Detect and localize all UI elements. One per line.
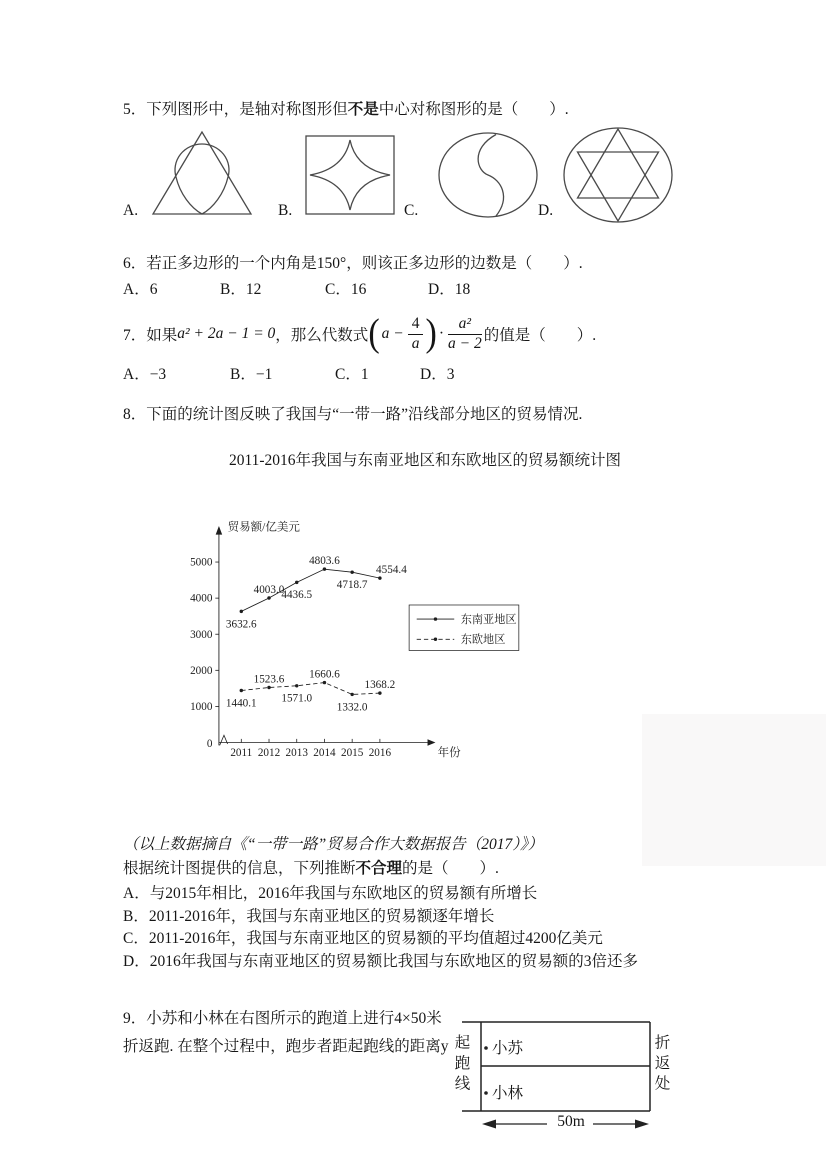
- svg-text:年份: 年份: [437, 747, 461, 760]
- question-9-line1: 9．小苏和小林在右图所示的跑道上进行4×50米: [123, 1010, 442, 1027]
- question-5-text: [123, 97, 569, 119]
- svg-text:4554.4: 4554.4: [376, 564, 407, 577]
- q7-frac2-den: a − 2: [447, 334, 482, 352]
- shape-d-circle-with-hexagram-icon: [561, 126, 675, 224]
- svg-text:2012: 2012: [257, 747, 281, 760]
- scan-artifact-block: [642, 714, 826, 866]
- track-runner-bottom-label: 小林: [492, 1085, 524, 1102]
- q7-paren-close: ): [425, 312, 437, 355]
- svg-text:1332.0: 1332.0: [336, 701, 368, 714]
- svg-text:东欧地区: 东欧地区: [460, 634, 506, 647]
- q8-option-d: D．2016年我国与东南亚地区的贸易额比我国与东欧地区的贸易额的3倍还多: [123, 953, 638, 970]
- svg-text:4436.5: 4436.5: [281, 589, 313, 602]
- chart-title: 2011-2016年我国与东南亚地区和东欧地区的贸易额统计图: [228, 452, 622, 469]
- svg-text:2016: 2016: [368, 747, 392, 760]
- q5-suffix: 中心对称图形的是（ ）.: [378, 101, 569, 118]
- svg-text:1000: 1000: [190, 701, 213, 714]
- svg-text:5000: 5000: [190, 556, 213, 569]
- q6-option-d: D．18: [428, 281, 471, 298]
- q8-q-suffix: 的是（ ）.: [402, 860, 499, 877]
- svg-text:3632.6: 3632.6: [225, 618, 257, 631]
- q7-option-d: D．3: [420, 366, 455, 383]
- svg-text:4000: 4000: [190, 592, 213, 605]
- question-8-intro: 8．下面的统计图反映了我国与“一带一路”沿线部分地区的贸易情况.: [123, 406, 583, 423]
- shape-c-circle-with-s-curve-icon: [436, 131, 540, 219]
- svg-text:2000: 2000: [190, 664, 213, 677]
- q6-option-c: C．16: [325, 281, 367, 298]
- svg-text:东南亚地区: 东南亚地区: [460, 614, 517, 627]
- q5-option-label-c: C.: [404, 202, 419, 219]
- svg-text:3000: 3000: [190, 628, 213, 641]
- trade-line-chart: [185, 465, 665, 815]
- question-7-formula: [123, 311, 596, 357]
- q7-inner-pre: a −: [381, 325, 404, 342]
- svg-text:2011: 2011: [230, 747, 253, 760]
- q8-bold-term: 不合理: [355, 860, 403, 877]
- q6-option-a: A．6: [123, 281, 158, 298]
- q5-bold-term: 不是: [347, 101, 379, 118]
- q7-equation: a² + 2a − 1 = 0: [177, 325, 276, 342]
- track-start-line-label: 起跑线: [452, 1034, 470, 1096]
- svg-text:贸易额/亿美元: 贸易额/亿美元: [227, 521, 300, 534]
- q7-frac1-den: a: [411, 334, 420, 352]
- svg-text:1523.6: 1523.6: [253, 673, 285, 686]
- svg-text:2013: 2013: [285, 747, 308, 760]
- track-runner-top-label: 小苏: [492, 1040, 524, 1057]
- q6-option-b: B．12: [220, 281, 262, 298]
- q5-prefix: 5．下列图形中，是轴对称图形但: [123, 101, 348, 118]
- track-turn-point-label: 折返处: [652, 1034, 670, 1096]
- q5-option-label-d: D.: [538, 202, 554, 219]
- q7-fraction-2: [448, 316, 482, 352]
- q5-option-label-b: B.: [278, 202, 293, 219]
- q8-q-prefix: 根据统计图提供的信息，下列推断: [123, 860, 356, 877]
- chart-legend: [409, 605, 519, 650]
- svg-text:1660.6: 1660.6: [309, 668, 340, 681]
- svg-text:2014: 2014: [313, 747, 336, 760]
- q7-paren-open: (: [368, 312, 380, 355]
- svg-text:0: 0: [206, 737, 213, 750]
- question-6-text: 6．若正多边形的一个内角是150°，则该正多边形的边数是（ ）.: [123, 255, 583, 272]
- q7-frac2-num: a²: [448, 316, 482, 334]
- q8-option-b: B．2011-2016年，我国与东南亚地区的贸易额逐年增长: [123, 908, 495, 925]
- q7-cdot: ·: [438, 325, 444, 342]
- shape-a-triangle-with-inscribed-circle-icon: [145, 128, 259, 218]
- svg-text:1440.1: 1440.1: [225, 697, 257, 710]
- svg-text:2015: 2015: [340, 747, 364, 760]
- svg-text:4803.6: 4803.6: [309, 555, 340, 568]
- chart-series-1: [226, 669, 395, 714]
- q5-option-label-a: A.: [123, 202, 139, 219]
- q7-p1: 7．如果: [123, 327, 178, 344]
- shape-b-square-with-four-point-star-icon: [303, 133, 397, 217]
- svg-text:4003.0: 4003.0: [253, 583, 285, 596]
- q7-option-c: C．1: [335, 366, 369, 383]
- q7-frac1-num: 4: [408, 316, 424, 334]
- q8-option-a: A．与2015年相比，2016年我国与东欧地区的贸易额有所增长: [123, 885, 538, 902]
- q7-p2: ，那么代数式: [275, 327, 369, 344]
- svg-text:1368.2: 1368.2: [364, 679, 396, 692]
- question-9-line2: 折返跑. 在整个过程中，跑步者距起跑线的距离y: [123, 1038, 449, 1055]
- chart-source-note: （以上数据摘自《“一带一路”贸易合作大数据报告（2017）》）: [123, 836, 544, 853]
- track-distance-label: 50m: [557, 1113, 585, 1130]
- chart-series-0: [226, 555, 407, 630]
- svg-text:1571.0: 1571.0: [281, 692, 313, 705]
- q7-p3: 的值是（ ）.: [483, 327, 597, 344]
- q8-option-c: C．2011-2016年，我国与东南亚地区的贸易额的平均值超过4200亿美元: [123, 930, 603, 947]
- q7-fraction-1: [408, 316, 424, 352]
- q8-question-text: [123, 856, 499, 878]
- q7-option-b: B．−1: [230, 366, 273, 383]
- svg-text:4718.7: 4718.7: [336, 579, 368, 592]
- q7-option-a: A．−3: [123, 366, 167, 383]
